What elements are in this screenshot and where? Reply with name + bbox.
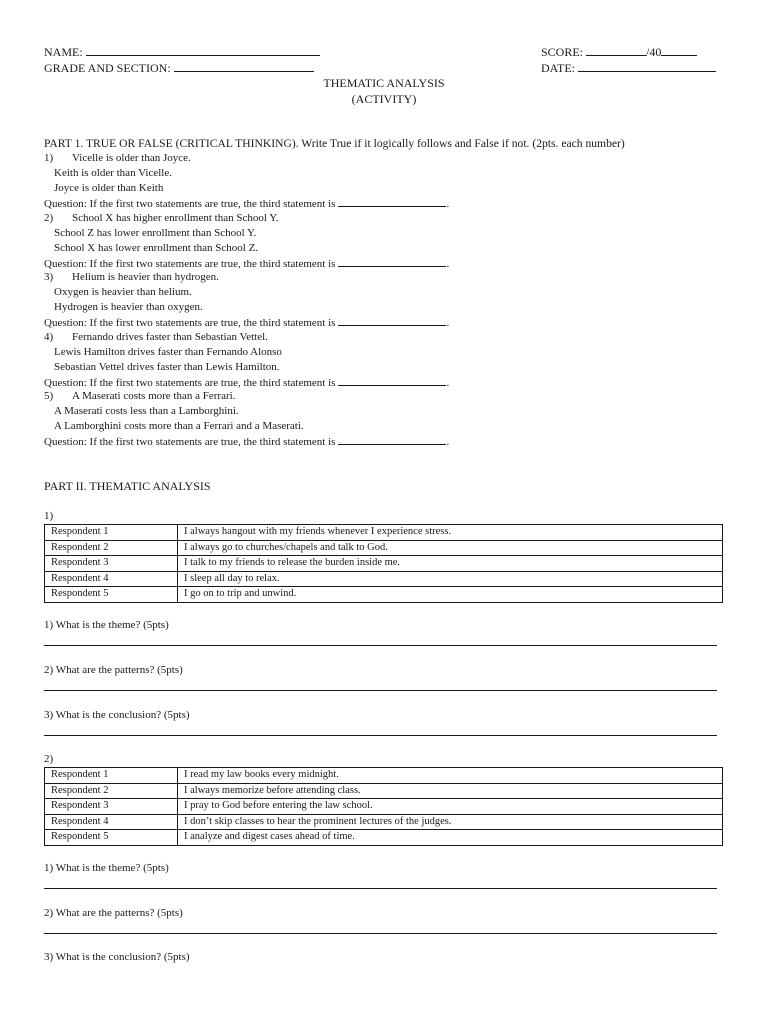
- set1-patterns-answer-line[interactable]: [44, 690, 717, 691]
- table-row: [45, 587, 723, 603]
- period: .: [446, 376, 450, 389]
- statement-1: Vicelle is older than Joyce.: [72, 152, 191, 164]
- set2-table: [44, 767, 723, 846]
- item-number: 5): [44, 390, 54, 402]
- table-row: [45, 768, 723, 784]
- grade-section-field: [44, 61, 314, 76]
- part2-heading: PART II. THEMATIC ANALYSIS: [44, 479, 211, 493]
- table-row: [45, 783, 723, 799]
- statement-1: A Maserati costs more than a Ferrari.: [72, 390, 236, 402]
- set1-conclusion-question: 3) What is the conclusion? (5pts): [44, 709, 190, 721]
- set2-number: 2): [44, 753, 54, 765]
- respondent-cell: Respondent 5: [45, 587, 178, 603]
- date-field: [541, 61, 716, 76]
- set1-theme-question: 1) What is the theme? (5pts): [44, 619, 169, 631]
- set2-patterns-question: 2) What are the patterns? (5pts): [44, 907, 183, 919]
- response-cell: I always memorize before attending class.: [178, 783, 723, 799]
- question-text: Question: If the first two statements are true, the third statement is: [44, 317, 336, 329]
- score-blank: [586, 45, 646, 56]
- question-text: Question: If the first two statements are true, the third statement is: [44, 436, 336, 448]
- item-question: [44, 315, 449, 330]
- score-label: SCORE:: [541, 45, 584, 59]
- statement-3: School X has lower enrollment than School Z.: [54, 241, 259, 254]
- item-question: [44, 434, 449, 449]
- period: .: [446, 436, 450, 448]
- set1-patterns-question: 2) What are the patterns? (5pts): [44, 664, 183, 676]
- respondent-cell: Respondent 5: [45, 830, 178, 846]
- respondent-cell: Respondent 2: [45, 783, 178, 799]
- set2-conclusion-question: 3) What is the conclusion? (5pts): [44, 951, 190, 963]
- item-number: 4): [44, 330, 54, 343]
- date-label: DATE:: [541, 61, 575, 75]
- name-field: [44, 45, 320, 60]
- response-cell: I don’t skip classes to hear the prominent lectures of the judges.: [178, 814, 723, 830]
- page-subtitle: (ACTIVITY): [351, 92, 417, 106]
- statement-3: Sebastian Vettel drives faster than Lewis Hamilton.: [54, 360, 280, 373]
- page-title: THEMATIC ANALYSIS: [323, 76, 445, 90]
- set2-theme-question: 1) What is the theme? (5pts): [44, 862, 169, 874]
- score-total: /40: [646, 45, 662, 59]
- question-text: Question: If the first two statements are true, the third statement is: [44, 198, 336, 210]
- response-cell: I pray to God before entering the law school.: [178, 799, 723, 815]
- answer-blank[interactable]: [338, 315, 446, 326]
- table-row: [45, 830, 723, 846]
- set1-number: 1): [44, 510, 54, 522]
- response-cell: I read my law books every midnight.: [178, 768, 723, 784]
- item-number: 1): [44, 152, 54, 164]
- table-row: [45, 540, 723, 556]
- respondent-cell: Respondent 2: [45, 540, 178, 556]
- period: .: [446, 317, 450, 329]
- date-blank: [578, 61, 716, 72]
- response-cell: I go on to trip and unwind.: [178, 587, 723, 603]
- respondent-cell: Respondent 3: [45, 556, 178, 572]
- statement-1: Helium is heavier than hydrogen.: [72, 271, 219, 283]
- answer-blank[interactable]: [338, 375, 446, 386]
- table-row: [45, 571, 723, 587]
- set2-theme-answer-line[interactable]: [44, 888, 717, 889]
- statement-2: A Maserati costs less than a Lamborghini.: [54, 405, 239, 417]
- respondent-cell: Respondent 1: [45, 768, 178, 784]
- grade-section-blank: [174, 61, 314, 72]
- respondent-cell: Respondent 4: [45, 814, 178, 830]
- response-cell: I always go to churches/chapels and talk to God.: [178, 540, 723, 556]
- statement-2: School Z has lower enrollment than School Y.: [54, 226, 257, 239]
- statement-3: Joyce is older than Keith: [54, 182, 164, 194]
- item-number: 2): [44, 211, 54, 224]
- respondent-cell: Respondent 4: [45, 571, 178, 587]
- set1-conclusion-answer-line[interactable]: [44, 735, 717, 736]
- statement-1: School X has higher enrollment than School Y.: [72, 211, 279, 224]
- question-text: Question: If the first two statements are true, the third statement is: [44, 376, 336, 389]
- table-row: [45, 799, 723, 815]
- score-total-blank: [661, 45, 697, 56]
- question-text: Question: If the first two statements are true, the third statement is: [44, 257, 336, 270]
- table-row: [45, 525, 723, 541]
- response-cell: I analyze and digest cases ahead of time.: [178, 830, 723, 846]
- statement-2: Keith is older than Vicelle.: [54, 167, 172, 179]
- item-question: [44, 256, 449, 271]
- part1-heading: PART 1. TRUE OR FALSE (CRITICAL THINKING). Write True if it logically follows and False if not. (2pts. each number): [44, 137, 625, 150]
- table-row: [45, 814, 723, 830]
- table-row: [45, 556, 723, 572]
- period: .: [446, 257, 450, 270]
- set2-patterns-answer-line[interactable]: [44, 933, 717, 934]
- item-number: 3): [44, 271, 54, 283]
- answer-blank[interactable]: [338, 434, 446, 445]
- response-cell: I sleep all day to relax.: [178, 571, 723, 587]
- response-cell: I talk to my friends to release the burden inside me.: [178, 556, 723, 572]
- score-field: [541, 45, 697, 60]
- item-question: [44, 375, 449, 390]
- name-label: NAME:: [44, 45, 83, 59]
- set1-table: [44, 524, 723, 603]
- respondent-cell: Respondent 3: [45, 799, 178, 815]
- grade-section-label: GRADE AND SECTION:: [44, 61, 171, 75]
- statement-3: Hydrogen is heavier than oxygen.: [54, 301, 203, 313]
- statement-2: Oxygen is heavier than helium.: [54, 286, 192, 298]
- statement-2: Lewis Hamilton drives faster than Fernando Alonso: [54, 345, 282, 358]
- statement-1: Fernando drives faster than Sebastian Vettel.: [72, 330, 268, 343]
- name-blank: [86, 45, 320, 56]
- period: .: [446, 198, 450, 210]
- answer-blank[interactable]: [338, 256, 446, 267]
- answer-blank[interactable]: [338, 196, 446, 207]
- set1-theme-answer-line[interactable]: [44, 645, 717, 646]
- statement-3: A Lamborghini costs more than a Ferrari and a Maserati.: [54, 420, 304, 432]
- item-question: [44, 196, 449, 211]
- respondent-cell: Respondent 1: [45, 525, 178, 541]
- response-cell: I always hangout with my friends whenever I experience stress.: [178, 525, 723, 541]
